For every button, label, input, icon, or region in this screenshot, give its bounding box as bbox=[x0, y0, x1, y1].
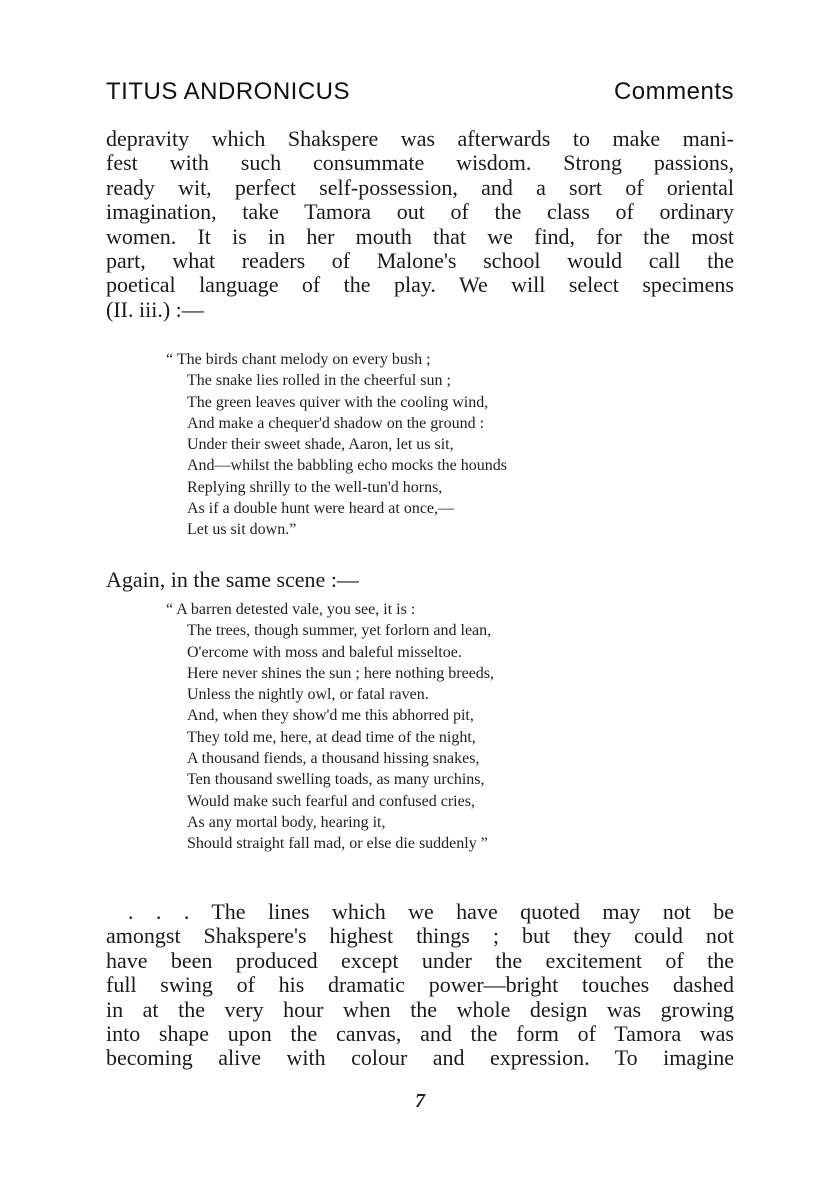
page-number: 7 bbox=[415, 1090, 425, 1112]
text-line: imagination, take Tamora out of the class of ordinary bbox=[106, 199, 734, 225]
again-line: Again, in the same scene :— bbox=[106, 567, 359, 592]
verse-line: Replying shrilly to the well-tun'd horns, bbox=[187, 478, 443, 496]
verse-line: The trees, though summer, yet forlorn and lean, bbox=[187, 622, 492, 640]
paragraph-2 bbox=[106, 900, 734, 1071]
verse-line: The snake lies rolled in the cheerful sun ; bbox=[187, 372, 451, 390]
again-line-block bbox=[106, 568, 734, 592]
text-line: amongst Shakspere's highest things ; but they could not bbox=[106, 923, 734, 949]
verse-line: They told me, here, at dead time of the night, bbox=[187, 728, 476, 746]
header-section: Comments bbox=[613, 78, 734, 105]
header-title: TITUS ANDRONICUS bbox=[106, 78, 351, 105]
text-line: becoming alive with colour and expression. To imagine bbox=[106, 1045, 734, 1071]
text-line: poetical language of the play. We will select specimens bbox=[106, 272, 734, 298]
verse-line: And make a chequer'd shadow on the ground : bbox=[187, 414, 485, 432]
verse-line: Ten thousand swelling toads, as many urchins, bbox=[187, 771, 485, 789]
verse-quote-2 bbox=[166, 599, 666, 855]
verse-line: Should straight fall mad, or else die suddenly ” bbox=[187, 835, 488, 853]
verse-line: A thousand fiends, a thousand hissing snakes, bbox=[187, 750, 480, 768]
verse-line: Here never shines the sun ; here nothing breeds, bbox=[187, 664, 495, 682]
verse-line: Under their sweet shade, Aaron, let us sit, bbox=[187, 436, 454, 454]
text-line: (II. iii.) :— bbox=[106, 296, 204, 322]
text-line: into shape upon the canvas, and the form of Tamora was bbox=[106, 1020, 734, 1046]
text-line: . . . The lines which we have quoted may not be bbox=[128, 899, 734, 924]
text-line: ready wit, perfect self-possession, and a sort of oriental bbox=[106, 174, 734, 200]
verse-line: Would make such fearful and confused cries, bbox=[187, 792, 475, 810]
verse-line: O'ercome with moss and baleful misseltoe. bbox=[187, 643, 462, 661]
verse-line: And—whilst the babbling echo mocks the hounds bbox=[187, 457, 507, 475]
text-line: women. It is in her mouth that we find, for the most bbox=[106, 223, 734, 249]
running-header bbox=[106, 78, 734, 106]
verse-line: As if a double hunt were heard at once,— bbox=[187, 500, 455, 518]
verse-line: The green leaves quiver with the cooling wind, bbox=[187, 393, 489, 411]
text-line: fest with such consummate wisdom. Strong passions, bbox=[106, 150, 734, 176]
text-line: full swing of his dramatic power—bright touches dashed bbox=[106, 972, 734, 998]
verse-quote-1 bbox=[166, 349, 666, 541]
text-line: depravity which Shakspere was afterwards to make mani- bbox=[106, 126, 734, 151]
verse-line: Let us sit down.” bbox=[187, 521, 297, 539]
text-line: part, what readers of Malone's school would call the bbox=[106, 247, 734, 273]
text-line: in at the very hour when the whole design was growing bbox=[106, 996, 734, 1022]
text-line: have been produced except under the excitement of the bbox=[106, 947, 734, 973]
verse-line: As any mortal body, hearing it, bbox=[187, 813, 386, 831]
verse-line: “ The birds chant melody on every bush ; bbox=[166, 351, 431, 368]
paragraph-1 bbox=[106, 127, 734, 322]
verse-line: Unless the nightly owl, or fatal raven. bbox=[187, 686, 429, 704]
verse-line: “ A barren detested vale, you see, it is : bbox=[166, 601, 416, 618]
verse-line: And, when they show'd me this abhorred pit, bbox=[187, 707, 474, 725]
